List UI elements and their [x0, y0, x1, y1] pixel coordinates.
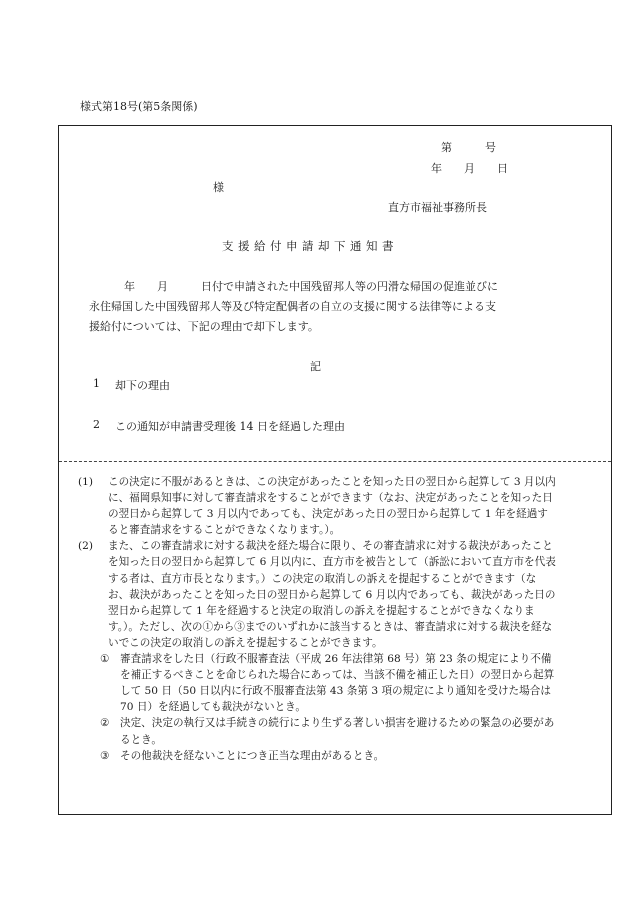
note-number: (2) — [78, 540, 94, 553]
subnote-number: ③ — [100, 749, 110, 762]
ki-heading: 記 — [310, 360, 321, 373]
subnote-item — [78, 748, 556, 764]
document-title: 支援給付申請却下通知書 — [222, 239, 398, 253]
note-number: (1) — [78, 476, 94, 488]
item-rejection-reason: 却下の理由 — [115, 379, 170, 392]
document-number: 第 号 — [441, 141, 496, 154]
subnote-number: ① — [100, 653, 110, 666]
body-line-3: 援給付については、下記の理由で却下します。 — [89, 320, 319, 333]
item-number: 2 — [93, 418, 100, 431]
item-delay-reason: この通知が申請書受理後 14 日を経過した理由 — [115, 420, 345, 433]
note-item — [78, 474, 556, 538]
document-date: 年 月 日 — [431, 162, 508, 175]
subnote-number: ② — [100, 717, 110, 730]
sender-name: 直方市福祉事務所長 — [388, 201, 487, 214]
note-text: また、この審査請求に対する裁決を経た場合に限り、その審査請求に対する裁決があったことを知った日の翌日から起算して 6 月以内に、直方市を被告として（訴訟において直方市を代表する者は、直方市長となります。）この決定の取消しの訴えを提起することができます（なお、裁決があったことを知った日の翌日から起算して 6 月以内であっても、裁決があった日の翌日から起算して 1 年を経過すると決定の取消しの訴えを提起することができなくなります。）。ただし、次の①から③までのいずれかに該当するときは、審査請求に対する裁決を経ないでこの決定の取消しの訴えを提起することができます。 — [108, 540, 556, 649]
item-number: 1 — [93, 377, 100, 390]
notes-section — [78, 474, 556, 764]
dashed-divider — [59, 461, 611, 462]
subnote-item — [78, 715, 556, 747]
subnote-text: 決定、決定の執行又は手続きの続行により生ずる著しい損害を避けるための緊急の必要があるとき。 — [120, 717, 555, 746]
note-text: この決定に不服があるときは、この決定があったことを知った日の翌日から起算して 3 月以内に、福岡県知事に対して審査請求をすることができます（なお、決定があったことを知った日の翌日から起算して 3 月以内であっても、決定があった日の翌日から起算して 1 年を経過すると審査請求をすることができなくなります。）。 — [108, 476, 556, 537]
subnote-text: 審査請求をした日（行政不服審査法（平成 26 年法律第 68 号）第 23 条の規定により不備を補正するべきことを命じられた場合にあっては、当該不備を補正した日）の翌日から起算して 50 日（50 日以内に行政不服審査法第 43 条第 3 項の規定により通知を受けた場合は 70 日）を経過しても裁決がないとき。 — [120, 653, 555, 714]
body-line-2: 永住帰国した中国残留邦人等及び特定配偶者の自立の支援に関する法律等による支 — [89, 300, 496, 313]
note-item — [78, 538, 556, 651]
subnote-text: その他裁決を経ないことにつき正当な理由があるとき。 — [120, 749, 385, 762]
addressee-suffix: 様 — [213, 181, 224, 194]
body-line-1: 年 月 日付で申請された中国残留邦人等の円滑な帰国の促進並びに — [124, 280, 498, 293]
subnote-item — [78, 651, 556, 715]
form-number-label: 様式第18号(第5条関係) — [80, 100, 198, 113]
